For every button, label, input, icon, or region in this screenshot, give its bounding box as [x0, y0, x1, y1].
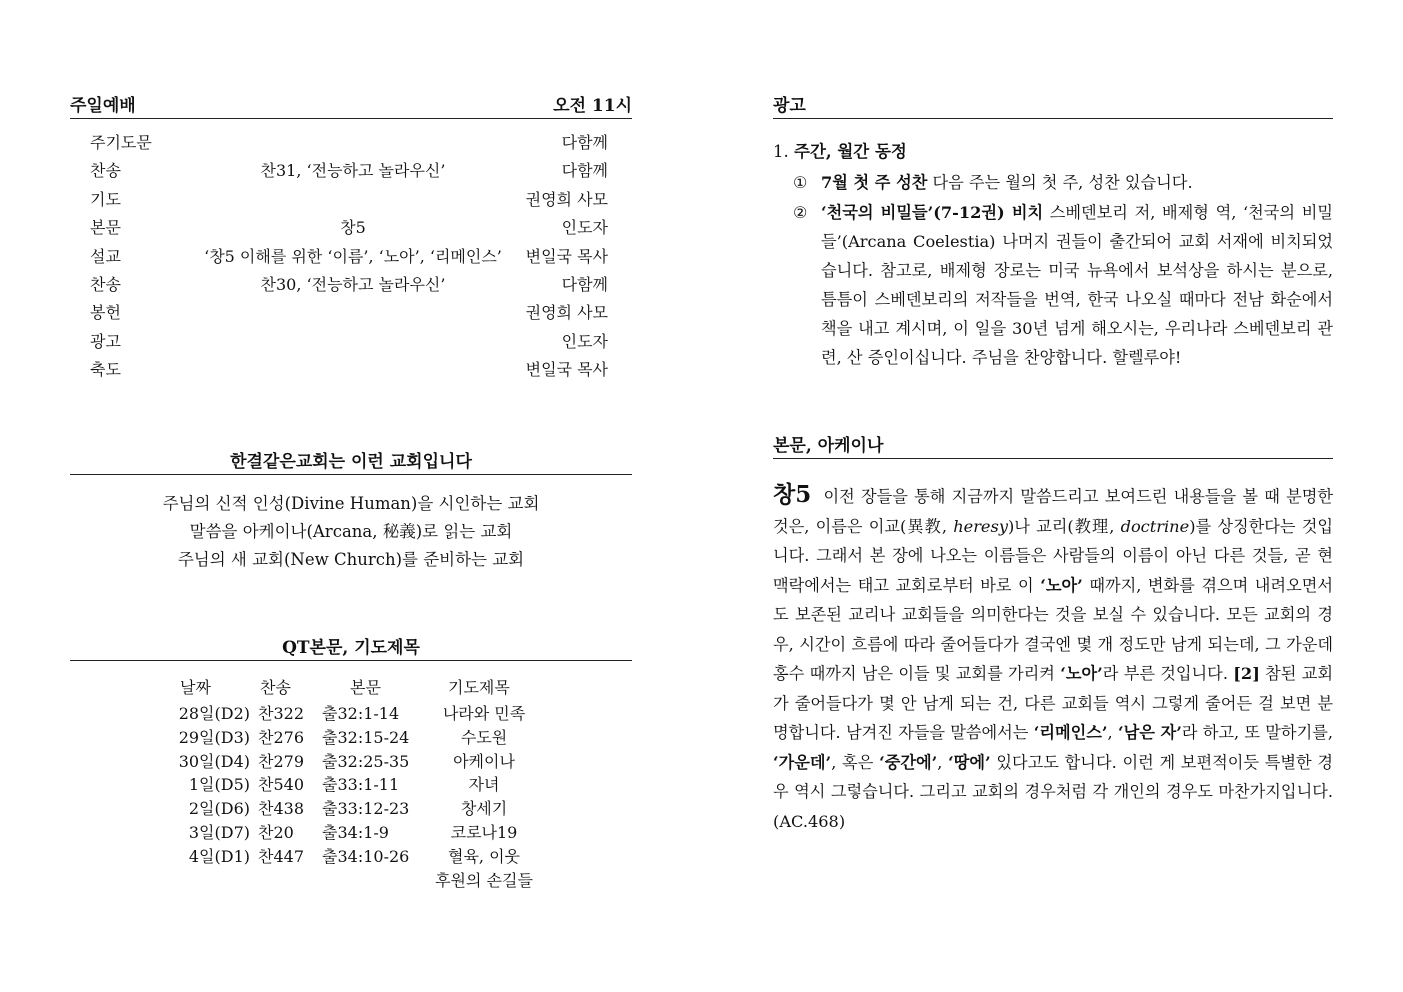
church-description [70, 490, 632, 574]
order-content: 창5 [340, 218, 366, 238]
order-leader: 다함께 [561, 161, 608, 181]
qt-hymn: 찬276 [258, 727, 304, 747]
qt-table-header [160, 675, 560, 702]
text-bold: ‘노아’ [1060, 664, 1103, 683]
order-item: 본문 [90, 218, 121, 238]
text-run: 있다고도 합니다. 이런 게 보편적이듯 특별한 경우 역시 그렇습니다. 그리고 교회의 경우처럼 각 개인의 경우도 마찬가지입니다. (AC.468) [773, 752, 1333, 831]
item-text: 스베덴보리 저, 배제형 역, ‘천국의 비밀들’(Arcana Coelestia) 나머지 권들이 출간되어 교회 서재에 비치되었습니다. 참고로, 배제형 장로는 미국 뉴욕에서 보석상을 하시는 분으로, 틈틈이 스베덴보리의 저작들을 번역, 한국 나오실 때마다 전남 화순에서 책을 내고 계시며, 이 일을 30년 넘게 해오시는, 우리나라 스베덴보리 관련, 산 증인이십니다. 주님을 찬양합니다. 할렐루야! [821, 203, 1333, 367]
text-section-header [773, 436, 1333, 459]
qt-col-date: 날짜 [180, 678, 211, 697]
qt-text: 출32:1-14 [322, 704, 400, 723]
worship-order-row [90, 272, 608, 300]
church-line: 주님의 신적 인성(Divine Human)을 시인하는 교회 [162, 494, 540, 513]
qt-text: 출33:12-23 [322, 799, 410, 819]
worship-order-list [90, 130, 608, 386]
section-title: 주간, 월간 동정 [794, 142, 907, 161]
worship-order-row [90, 329, 608, 357]
worship-order-row [90, 300, 608, 328]
qt-hymn: 찬447 [258, 846, 304, 866]
text-run: , 혹은 [831, 752, 880, 772]
order-leader: 인도자 [561, 218, 608, 238]
qt-prayer: 나라와 민족 [442, 704, 526, 723]
qt-table [160, 675, 560, 892]
order-item: 봉헌 [90, 303, 121, 323]
text-run: , [937, 752, 949, 772]
text-section-title: 본문, 아케이나 [773, 436, 884, 456]
text-run: 참된 교회가 줄어들다가 몇 안 남게 되는 건, 다른 교회들 역시 그렇게 줄어든 걸 보면 분명합니다. 남겨진 자들을 말씀에서는 [773, 664, 1333, 742]
order-item: 기도 [90, 189, 121, 209]
order-item: 축도 [90, 360, 121, 380]
section-number: 1. [773, 142, 789, 161]
qt-date: 1일(D5) [188, 775, 250, 795]
text-run: 라 하고, 또 말하기를, [1181, 723, 1333, 742]
qt-text: 출34:1-9 [322, 822, 389, 842]
qt-prayer: 창세기 [460, 799, 508, 819]
qt-prayer: 수도원 [460, 727, 508, 747]
item-text: 다음 주는 월의 첫 주, 성찬 있습니다. [927, 173, 1193, 192]
order-leader: 변일국 목사 [525, 360, 608, 380]
qt-text: 출34:10-26 [322, 846, 410, 866]
order-item: 찬송 [90, 274, 121, 294]
qt-row [160, 702, 560, 726]
text-run: 라 부른 것입니다. [1102, 664, 1234, 683]
qt-text: 출33:1-11 [322, 775, 400, 795]
qt-date: 4일(D1) [188, 846, 250, 866]
qt-row [160, 750, 560, 774]
qt-text: 출32:15-24 [322, 727, 410, 747]
qt-date: 28일(D2) [178, 704, 250, 723]
announcements-header [773, 96, 1333, 119]
church-line: 주님의 새 교회(New Church)를 준비하는 교회 [177, 550, 525, 569]
text-bold: ‘리메인스’ [1033, 723, 1108, 742]
item-heading: 7월 첫 주 성찬 [821, 173, 928, 192]
qt-date: 29일(D3) [178, 727, 250, 747]
text-run: , [1107, 723, 1118, 742]
order-content: 찬30, ‘전능하고 놀라우신’ [260, 274, 446, 294]
order-item: 찬송 [90, 161, 121, 181]
worship-order-row [90, 158, 608, 186]
qt-prayer: 혈육, 이웃 [448, 846, 520, 866]
announcement-item [793, 168, 1333, 197]
qt-prayer: 후원의 손길들 [435, 870, 533, 890]
qt-hymn: 찬438 [258, 799, 304, 819]
text-italic: heresy [953, 516, 1008, 536]
text-bold: ‘노아’ [1040, 575, 1083, 595]
order-item: 주기도문 [90, 133, 152, 152]
qt-hymn: 찬540 [258, 775, 304, 795]
qt-text: 출32:25-35 [322, 751, 410, 771]
chapter-lead: 창5 [773, 481, 812, 508]
worship-time: 오전 11시 [553, 96, 632, 116]
announcements-title: 광고 [773, 96, 806, 116]
text-run: 이전 장들을 통해 지금까지 말씀드리고 보여드린 내용들을 볼 때 분명한 것은, 이름은 이교(異教, [773, 487, 1333, 536]
text-run: )를 상징한다는 것입니다. 그래서 본 장에 나오는 이름들은 사람들의 이름이 아닌 다른 것들, 곧 현 맥락에서는 태고 교회로부터 바로 이 [773, 516, 1333, 595]
worship-header [70, 96, 632, 119]
qt-row [160, 869, 560, 893]
qt-date: 2일(D6) [188, 799, 250, 819]
worship-order-row [90, 244, 608, 272]
order-item: 광고 [90, 331, 121, 351]
qt-row [160, 821, 560, 845]
order-leader: 다함께 [561, 133, 608, 152]
church-title: 한결같은교회는 이런 교회입니다 [230, 452, 472, 472]
qt-col-prayer: 기도제목 [448, 678, 510, 697]
qt-prayer: 아케이나 [453, 751, 515, 771]
qt-prayer: 코로나19 [450, 822, 518, 842]
text-bold: ‘남은 자’ [1117, 723, 1182, 742]
text-run: 때까지, 변화를 겪으며 내려오면서도 보존된 교리나 교회들을 의미한다는 것을 보실 수 있습니다. 모든 교회의 경우, 시간이 흐름에 따라 줄어들다가 결국엔 몇 개 정도만 남게 되는데, 그 가운데 홍수 때까지 남은 이들 및 교회를 가리켜 [773, 575, 1333, 683]
qt-row [160, 773, 560, 797]
worship-order-row [90, 357, 608, 385]
arcana-text [773, 480, 1333, 836]
announcement-item [793, 198, 1333, 372]
text-run: )나 교리(教理, [1007, 516, 1121, 536]
worship-order-row [90, 187, 608, 215]
worship-order-row [90, 215, 608, 243]
qt-hymn: 찬20 [258, 822, 294, 842]
qt-row [160, 797, 560, 821]
text-bold: ‘중간에’ [879, 752, 938, 772]
qt-col-text: 본문 [350, 678, 381, 697]
item-number: ① [793, 173, 808, 192]
order-leader: 권영희 사모 [525, 303, 608, 323]
qt-prayer: 자녀 [468, 775, 500, 795]
qt-title: QT본문, 기도제목 [282, 638, 420, 658]
order-leader: 다함께 [561, 274, 608, 294]
qt-hymn: 찬279 [258, 751, 304, 771]
qt-table-body [160, 702, 560, 892]
order-leader: 변일국 목사 [525, 246, 608, 266]
qt-hymn: 찬322 [258, 704, 304, 723]
order-item: 설교 [90, 246, 121, 266]
order-content: ‘창5 이해를 위한 ‘이름’, ‘노아’, ‘리메인스’ [204, 246, 502, 266]
qt-row [160, 845, 560, 869]
order-leader: 인도자 [561, 331, 608, 351]
church-header [70, 452, 632, 475]
order-leader: 권영희 사모 [525, 189, 608, 209]
announcement-section-title [773, 138, 907, 162]
item-number: ② [793, 203, 808, 222]
qt-col-hymn: 찬송 [260, 678, 291, 697]
item-heading: ‘천국의 비밀들’(7-12권) 비치 [821, 203, 1044, 222]
text-bold: ‘가운데’ [773, 752, 832, 772]
worship-order-row [90, 130, 608, 158]
qt-date: 30일(D4) [178, 751, 250, 771]
worship-title: 주일예배 [70, 96, 136, 116]
order-content: 찬31, ‘전능하고 놀라우신’ [260, 161, 446, 181]
church-line: 말씀을 아케이나(Arcana, 秘義)로 읽는 교회 [189, 522, 513, 541]
qt-row [160, 726, 560, 750]
text-bold: [2] [1233, 664, 1260, 683]
qt-header [70, 638, 632, 661]
text-italic: doctrine [1120, 516, 1190, 536]
text-bold: ‘땅에’ [948, 752, 991, 772]
qt-date: 3일(D7) [188, 822, 250, 842]
